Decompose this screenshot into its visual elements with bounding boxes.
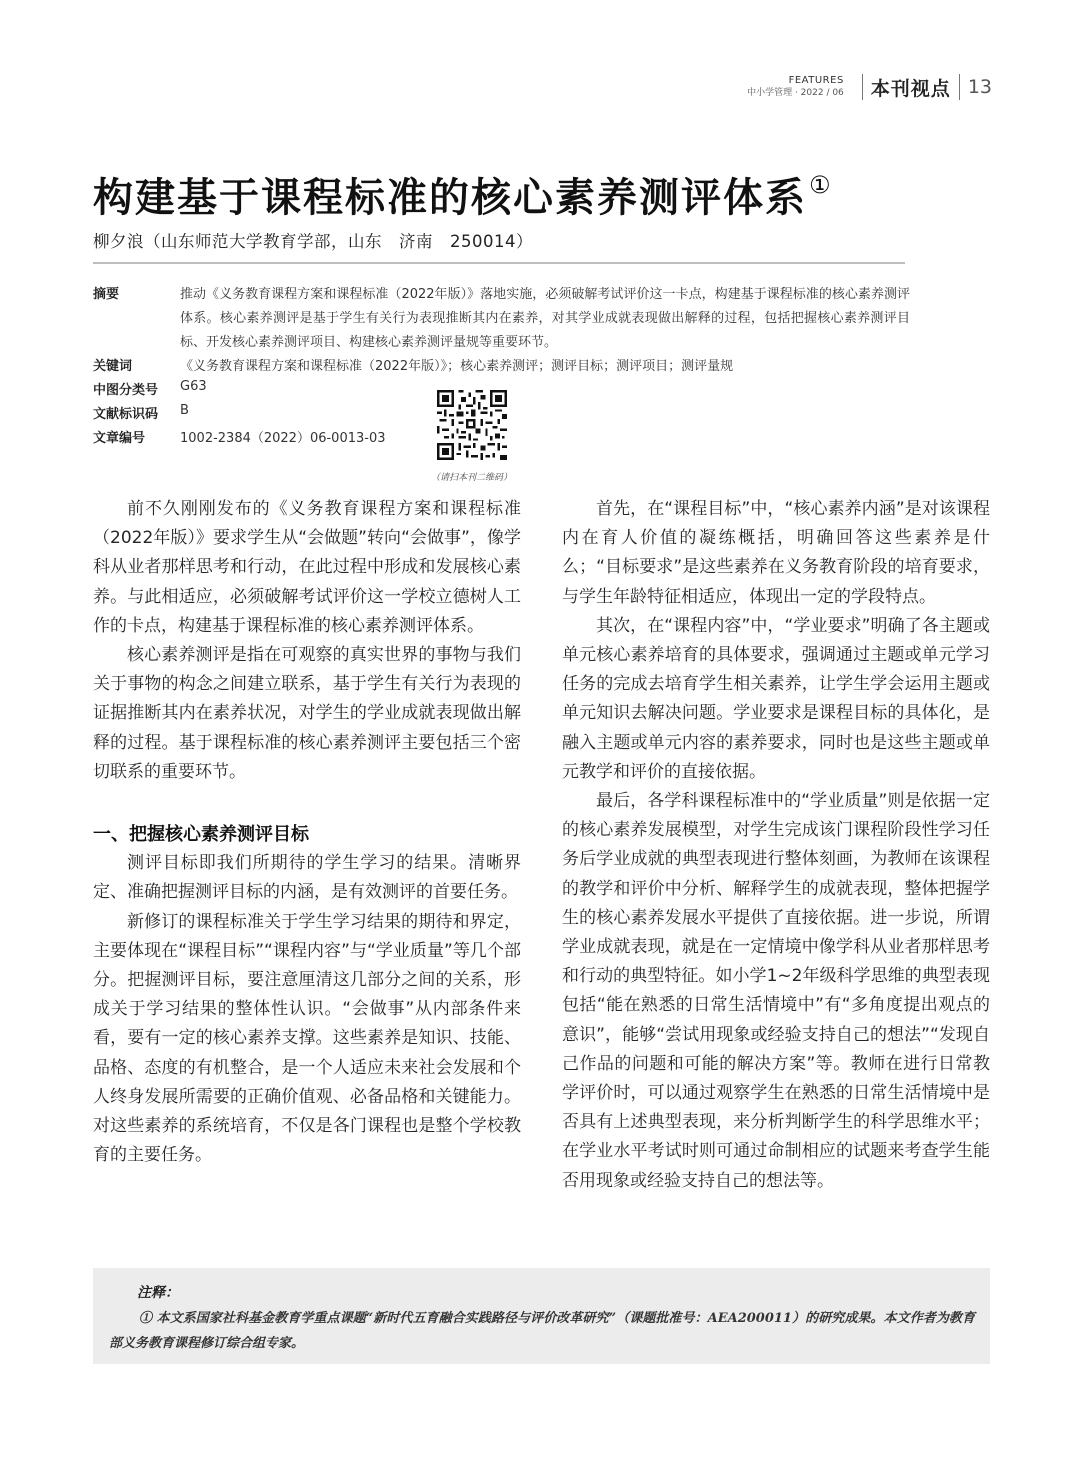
footnote-label: 注释： xyxy=(137,1285,179,1301)
header-section-name: 本刊视点 xyxy=(870,77,951,100)
body-paragraph: 新修订的课程标准关于学生学习结果的期待和界定，主要体现在“课程目标”“课程内容”与“学业质量”等几个部分。把握测评目标，要注意厘清这几部分之间的关系，形成关于学习结果的整体性认识。“会做事”从内部条件来看，要有一定的核心素养支撑。这些素养是知识、技能、品格、态度的有机整合，是一个人适应未来社会发展和个人终身发展所需要的正确价值观、必备品格和关键能力。对这些素养的系统培育，不仅是各门课程也是整个学校教育的主要任务。 xyxy=(93,911,521,1166)
title-footnote-mark: ① xyxy=(809,171,833,199)
keywords-label: 关键词 xyxy=(93,359,133,374)
left-column xyxy=(93,495,521,1170)
doc-code-label: 文献标识码 xyxy=(93,407,159,422)
footnote-box xyxy=(93,1268,990,1364)
body-paragraph: 前不久刚刚发布的《义务教育课程方案和课程标准（2022年版）》要求学生从“会做题”转向“会做事”，像学科从业者那样思考和行动，在此过程中形成和发展核心素养。与此相适应，必须破解考试评价这一学校立德树人工作的卡点，构建基于课程标准的核心素养测评体系。 xyxy=(93,499,521,636)
author-line: 柳夕浪（山东师范大学教育学部，山东 济南 250014） xyxy=(93,232,533,251)
article-no-label: 文章编号 xyxy=(93,431,146,446)
title-divider xyxy=(93,262,905,264)
abstract-text: 推动《义务教育课程方案和课程标准（2022年版）》落地实施，必须破解考试评价这一卡点，构建基于课程标准的核心素养测评体系。核心素养测评是基于学生有关行为表现推断其内在素养，对其学业成就表现做出解释的过程，包括把握核心素养测评目标、开发核心素养测评项目、构建核心素养测评量规等重要环节。 xyxy=(180,287,910,350)
header-features-label: FEATURES xyxy=(788,75,844,86)
header-journal-block xyxy=(747,76,844,98)
clc-label: 中图分类号 xyxy=(93,383,159,398)
right-column xyxy=(562,495,990,1196)
header-divider xyxy=(862,74,863,100)
qr-code[interactable] xyxy=(437,390,507,460)
header-divider xyxy=(959,74,960,100)
qr-caption: （请扫本刊二维码） xyxy=(431,473,513,483)
page-number: 13 xyxy=(967,76,992,98)
article-title xyxy=(93,166,833,223)
footnote-text: ① 本文系国家社科基金教育学重点课题“新时代五育融合实践路径与评价改革研究”（课题批准号：AEA200011）的研究成果。本文作者为教育部义务教育课程修订综合组专家。 xyxy=(109,1311,975,1351)
doc-code-value: B xyxy=(180,403,189,418)
clc-value: G63 xyxy=(180,379,207,394)
body-paragraph: 其次，在“课程内容”中，“学业要求”明确了各主题或单元核心素养培育的具体要求，强调通过主题或单元学习任务的完成去培育学生相关素养，让学生学会运用主题或单元知识去解决问题。学业要求是课程目标的具体化，是融入主题或单元内容的素养要求，同时也是这些主题或单元教学和评价的直接依据。 xyxy=(562,615,990,782)
article-no-value: 1002-2384（2022）06-0013-03 xyxy=(180,431,386,446)
body-paragraph: 核心素养测评是指在可观察的真实世界的事物与我们关于事物的构念之间建立联系，基于学生有关行为表现的证据推断其内在素养状况，对学生的学业成就表现做出解释的过程。基于课程标准的核心素养测评主要包括三个密切联系的重要环节。 xyxy=(93,645,521,782)
abstract-label: 摘要 xyxy=(93,287,120,302)
section-heading: 一、把握核心素养测评目标 xyxy=(93,824,309,846)
running-header xyxy=(747,70,992,104)
header-journal-issue: 中小学管理 · 2022 / 06 xyxy=(747,88,844,98)
body-paragraph: 最后，各学科课程标准中的“学业质量”则是依据一定的核心素养发展模型，对学生完成该门课程阶段性学习任务后学业成就的典型表现进行整体刻画，为教师在该课程的教学和评价中分析、解释学生的成就表现，整体把握学生的核心素养发展水平提供了直接依据。进一步说，所谓学业成就表现，就是在一定情境中像学科从业者那样思考和行动的典型特征。如小学1~2年级科学思维的典型表现包括“能在熟悉的日常生活情境中”有“多角度提出观点的意识”，能够“尝试用现象或经验支持自己的想法”“发现自己作品的问题和可能的解决方案”等。教师在进行日常教学评价时，可以通过观察学生在熟悉的日常生活情境中是否具有上述典型表现，来分析判断学生的科学思维水平；在学业水平考试时则可通过命制相应的试题来考查学生能否用现象或经验支持自己的想法等。 xyxy=(562,791,990,1191)
body-paragraph: 首先，在“课程目标”中，“核心素养内涵”是对该课程内在育人价值的凝练概括，明确回答这些素养是什么；“目标要求”是这些素养在义务教育阶段的培育要求，与学生年龄特征相适应，体现出一定的学段特点。 xyxy=(562,499,990,607)
article-title-text: 构建基于课程标准的核心素养测评体系 xyxy=(93,175,807,221)
keywords-value: 《义务教育课程方案和课程标准（2022年版）》；核心素养测评；测评目标；测评项目；测评量规 xyxy=(180,359,734,374)
body-paragraph: 测评目标即我们所期待的学生学习的结果。清晰界定、准确把握测评目标的内涵，是有效测评的首要任务。 xyxy=(93,853,521,903)
